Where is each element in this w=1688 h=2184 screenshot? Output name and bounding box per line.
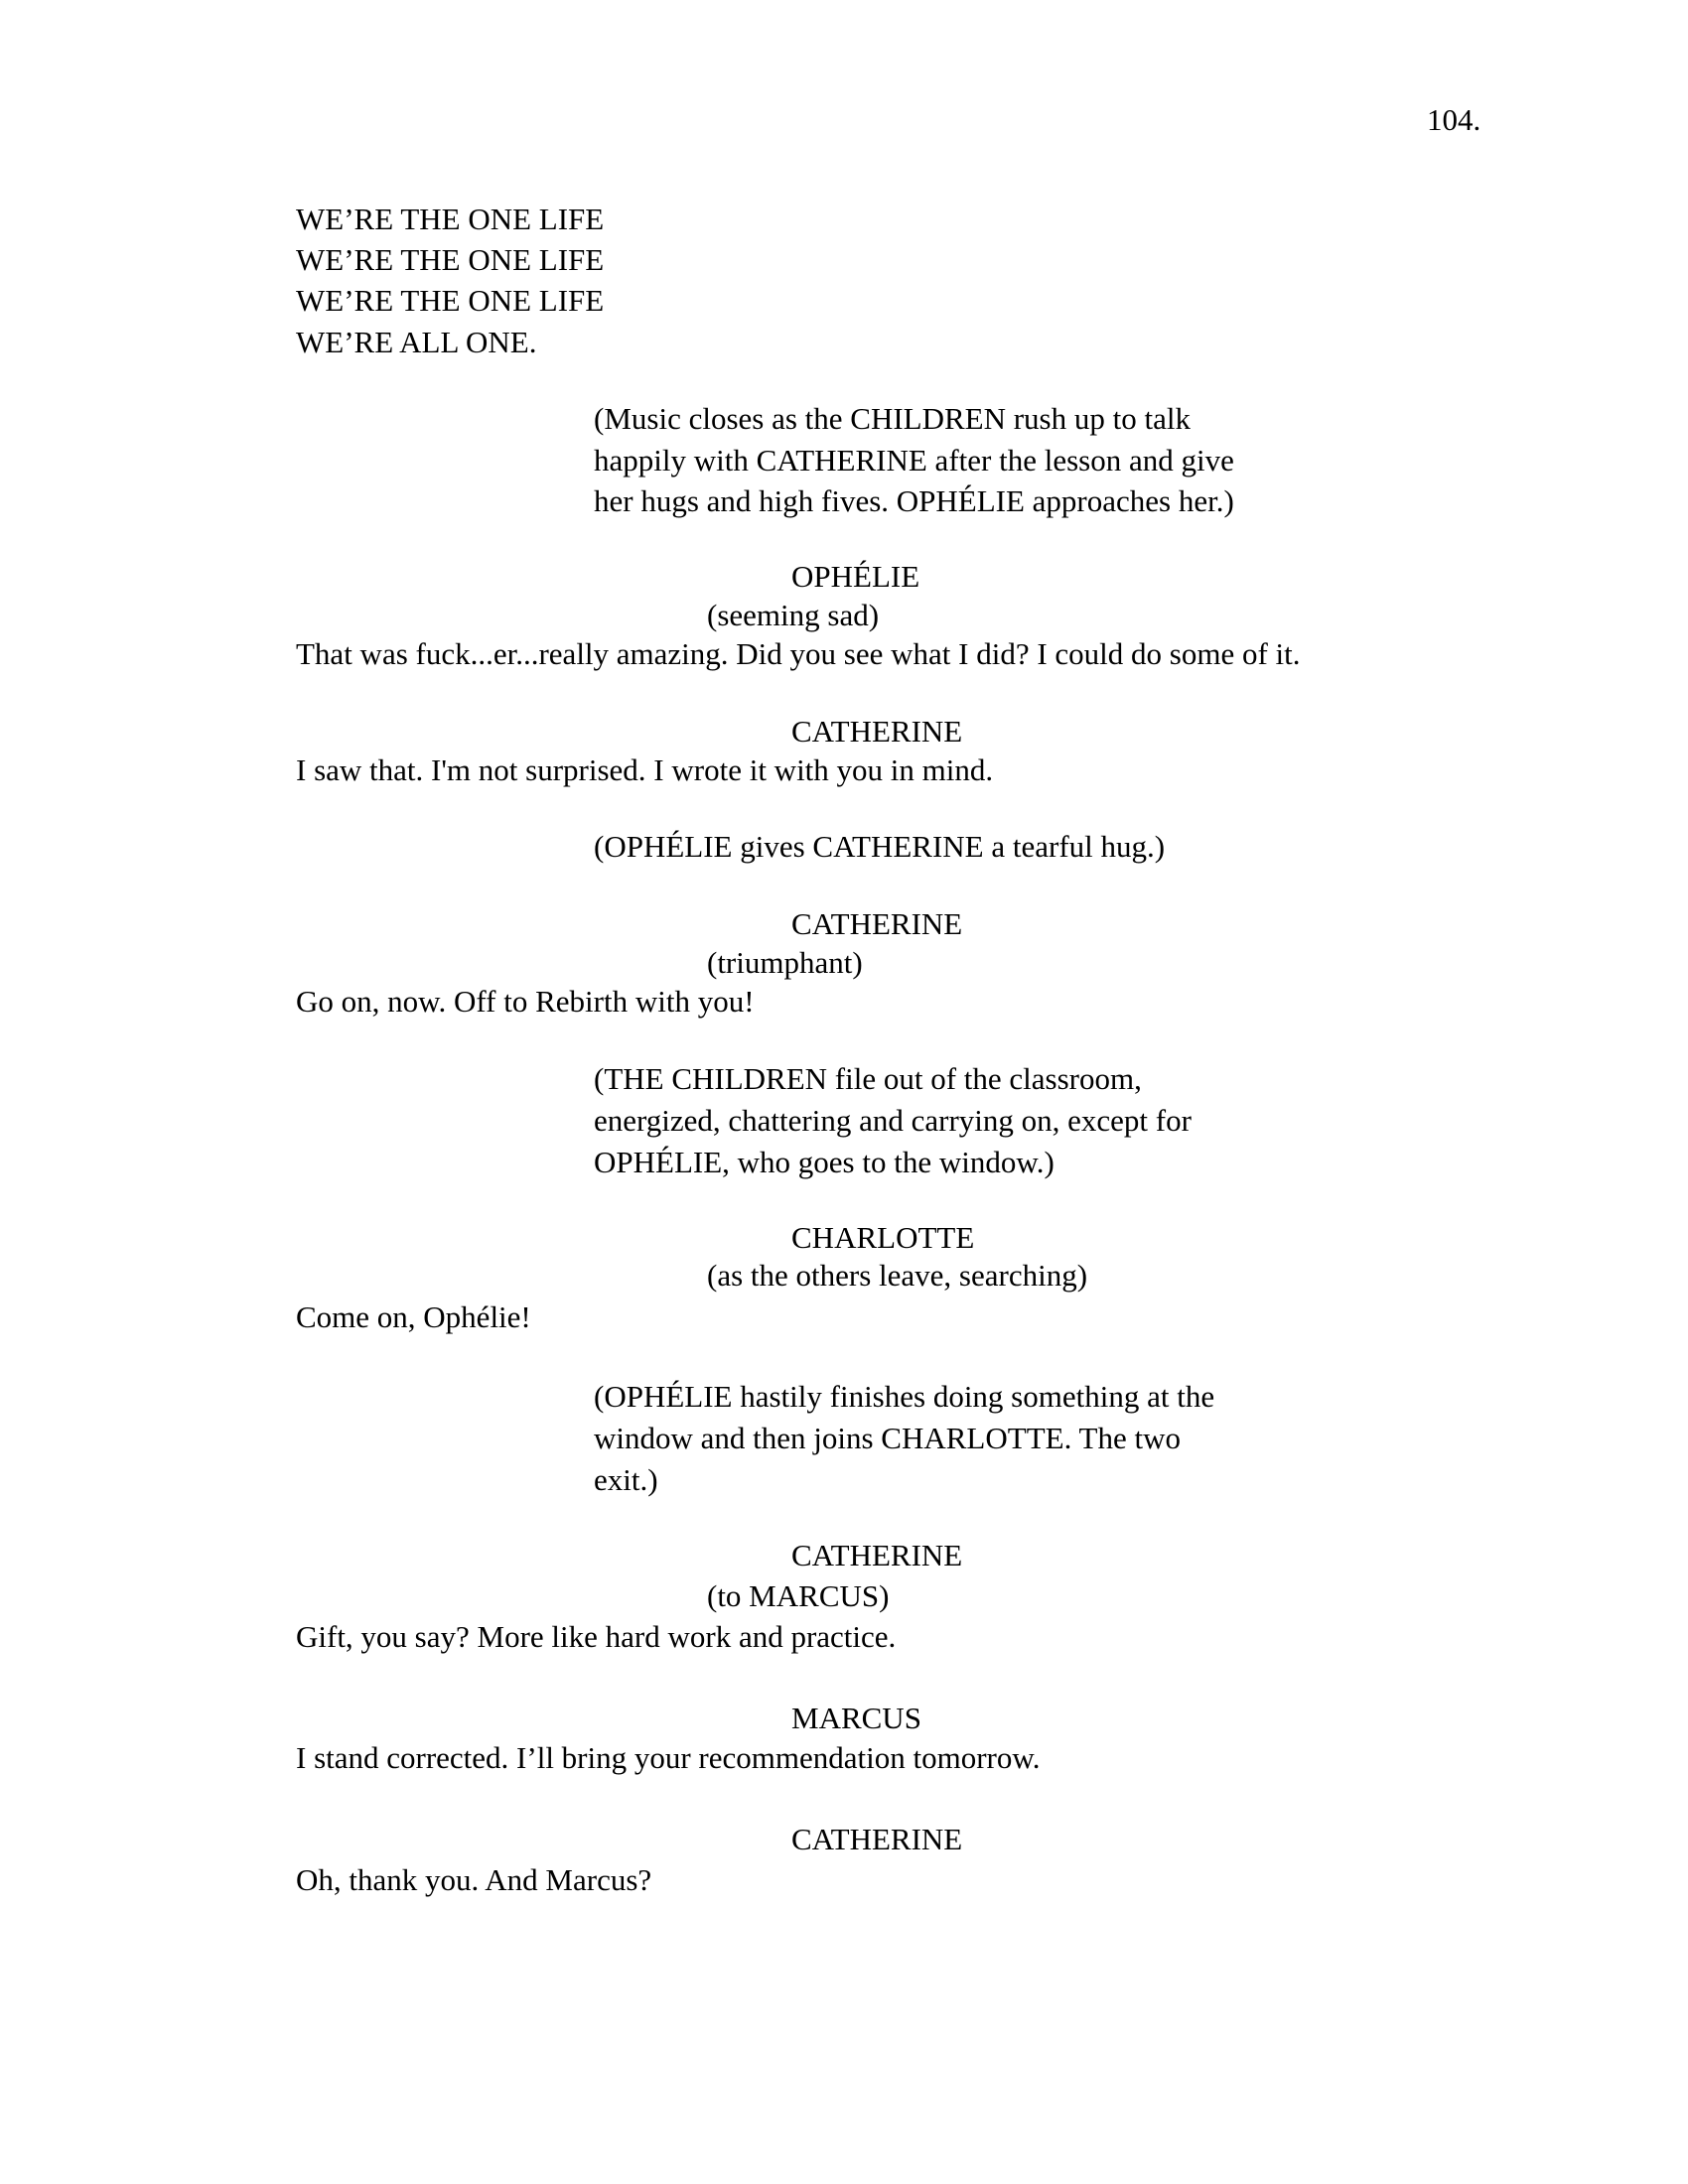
lyric-line: WE’RE THE ONE LIFE [296,202,605,236]
dialogue-line: Gift, you say? More like hard work and practice. [296,1619,897,1654]
page-number: 104. [1427,102,1481,137]
stage-direction-line: (OPHÉLIE hastily finishes doing something at the [594,1379,1215,1414]
dialogue-line: I stand corrected. I’ll bring your recommendation tomorrow. [296,1740,1041,1775]
dialogue-line: Oh, thank you. And Marcus? [296,1862,652,1897]
lyric-line: WE’RE ALL ONE. [296,325,537,359]
dialogue-line: Go on, now. Off to Rebirth with you! [296,984,755,1019]
parenthetical: (to MARCUS) [707,1578,890,1613]
character-name: CATHERINE [791,714,963,749]
dialogue-line: I saw that. I'm not surprised. I wrote it with you in mind. [296,752,994,787]
lyric-line: WE’RE THE ONE LIFE [296,283,605,318]
stage-direction-line: happily with CATHERINE after the lesson and give [594,443,1234,478]
character-name: OPHÉLIE [791,559,920,594]
character-name: CATHERINE [791,1538,963,1572]
dialogue-line: That was fuck...er...really amazing. Did you see what I did? I could do some of it. [296,636,1301,671]
parenthetical: (as the others leave, searching) [707,1258,1088,1293]
stage-direction-line: window and then joins CHARLOTTE. The two [594,1421,1181,1455]
character-name: CATHERINE [791,906,963,941]
parenthetical: (triumphant) [707,945,863,980]
parenthetical: (seeming sad) [707,598,880,632]
stage-direction-line: her hugs and high fives. OPHÉLIE approaches her.) [594,483,1234,518]
stage-direction-line: (Music closes as the CHILDREN rush up to talk [594,401,1191,436]
dialogue-line: Come on, Ophélie! [296,1299,531,1334]
character-name: MARCUS [791,1701,921,1735]
stage-direction-line: exit.) [594,1462,658,1497]
character-name: CHARLOTTE [791,1220,975,1255]
stage-direction-line: (THE CHILDREN file out of the classroom, [594,1061,1142,1096]
character-name: CATHERINE [791,1822,963,1856]
stage-direction-line: energized, chattering and carrying on, except for [594,1103,1192,1138]
lyric-line: WE’RE THE ONE LIFE [296,242,605,277]
stage-direction-line: OPHÉLIE, who goes to the window.) [594,1145,1055,1179]
stage-direction-line: (OPHÉLIE gives CATHERINE a tearful hug.) [594,829,1166,864]
